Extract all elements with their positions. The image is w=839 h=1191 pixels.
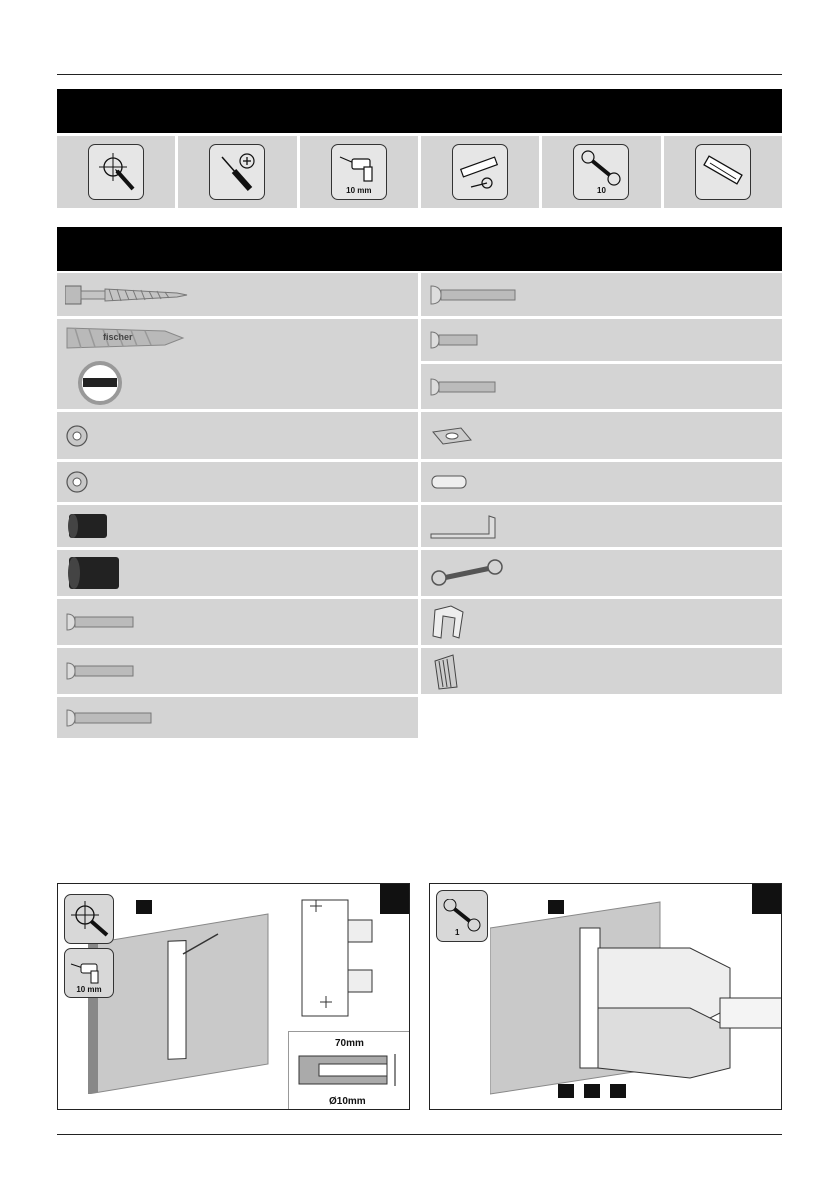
wrench-step-label: 1 [455,928,460,937]
large-spacer-icon [65,554,123,592]
drill-icon [331,144,387,200]
drill-step-label: 10 mm [76,985,102,994]
part-cell-empty [421,697,782,738]
part-cell [421,505,782,547]
bottom-rule [57,1134,782,1135]
fischer-brand-text: fischer [103,332,133,342]
tool-cell [542,136,660,208]
bolt-medium-icon [65,661,135,681]
lag-screw-icon [65,280,195,310]
part-cell [421,364,782,409]
part-cell [421,648,782,694]
part-cell [57,697,418,738]
mount-illustration [490,898,782,1098]
bolt-short-icon [429,330,479,350]
part-cell [421,599,782,645]
part-cell [421,462,782,502]
spanner-icon [429,558,505,588]
step-number-marker [380,884,410,914]
bolt-long-icon [429,284,519,306]
marking-step-icon [64,894,114,944]
callout-marker [558,1084,574,1098]
tool-cell [178,136,296,208]
part-cell [57,648,418,694]
wrench-step-icon [436,890,488,942]
stud-finder-icon [695,144,751,200]
callout-marker [136,900,152,914]
bolt-medium-icon [429,377,499,397]
part-cell [57,412,418,459]
part-cell [57,505,418,547]
drill-depth-detail [288,1031,410,1110]
fischer-seal-icon [75,361,125,405]
tool-cell [421,136,539,208]
part-cell [57,273,418,316]
part-cell [421,319,782,361]
spirit-level-icon [452,144,508,200]
callout-marker [548,900,564,914]
part-cell [57,550,418,596]
diameter-label: Ø10mm [329,1096,366,1107]
tool-cell [300,136,418,208]
parts-grid [57,273,782,743]
wrench-icon [573,144,629,200]
part-cell [57,462,418,502]
cable-cover-icon [429,602,469,642]
part-cell [421,412,782,459]
top-rule [57,74,782,75]
parts-right-column [421,273,782,743]
part-cell [421,550,782,596]
drill-size-label: 10 mm [346,186,372,195]
tool-cell [664,136,782,208]
allen-key-icon [429,512,499,540]
washer-icon [65,424,89,448]
screwdriver-icon [209,144,265,200]
cable-cover-stack-icon [429,651,469,691]
short-spacer-icon [65,511,111,541]
drill-step-icon [64,948,114,998]
bolt-long-icon [65,708,155,728]
parts-left-column [57,273,418,743]
installation-figure-left [57,883,410,1110]
template-detail-illustration [298,896,378,1020]
installation-figure-right [429,883,782,1110]
callout-marker [610,1084,626,1098]
cable-clip-icon [429,470,469,494]
washer-icon [65,470,89,494]
wrench-size-label: 10 [597,186,606,195]
depth-label: 70mm [335,1038,364,1049]
parts-header-bar [57,227,782,271]
part-cell [57,319,418,409]
tool-cell [57,136,175,208]
part-cell [57,599,418,645]
tools-header-bar [57,89,782,133]
bolt-short-icon [65,612,135,632]
step-number-marker [752,884,782,914]
callout-marker [584,1084,600,1098]
pencil-marking-icon [88,144,144,200]
tools-row [57,136,782,208]
part-cell [421,273,782,316]
square-washer-icon [429,424,473,448]
wall-plug-icon [65,323,215,407]
